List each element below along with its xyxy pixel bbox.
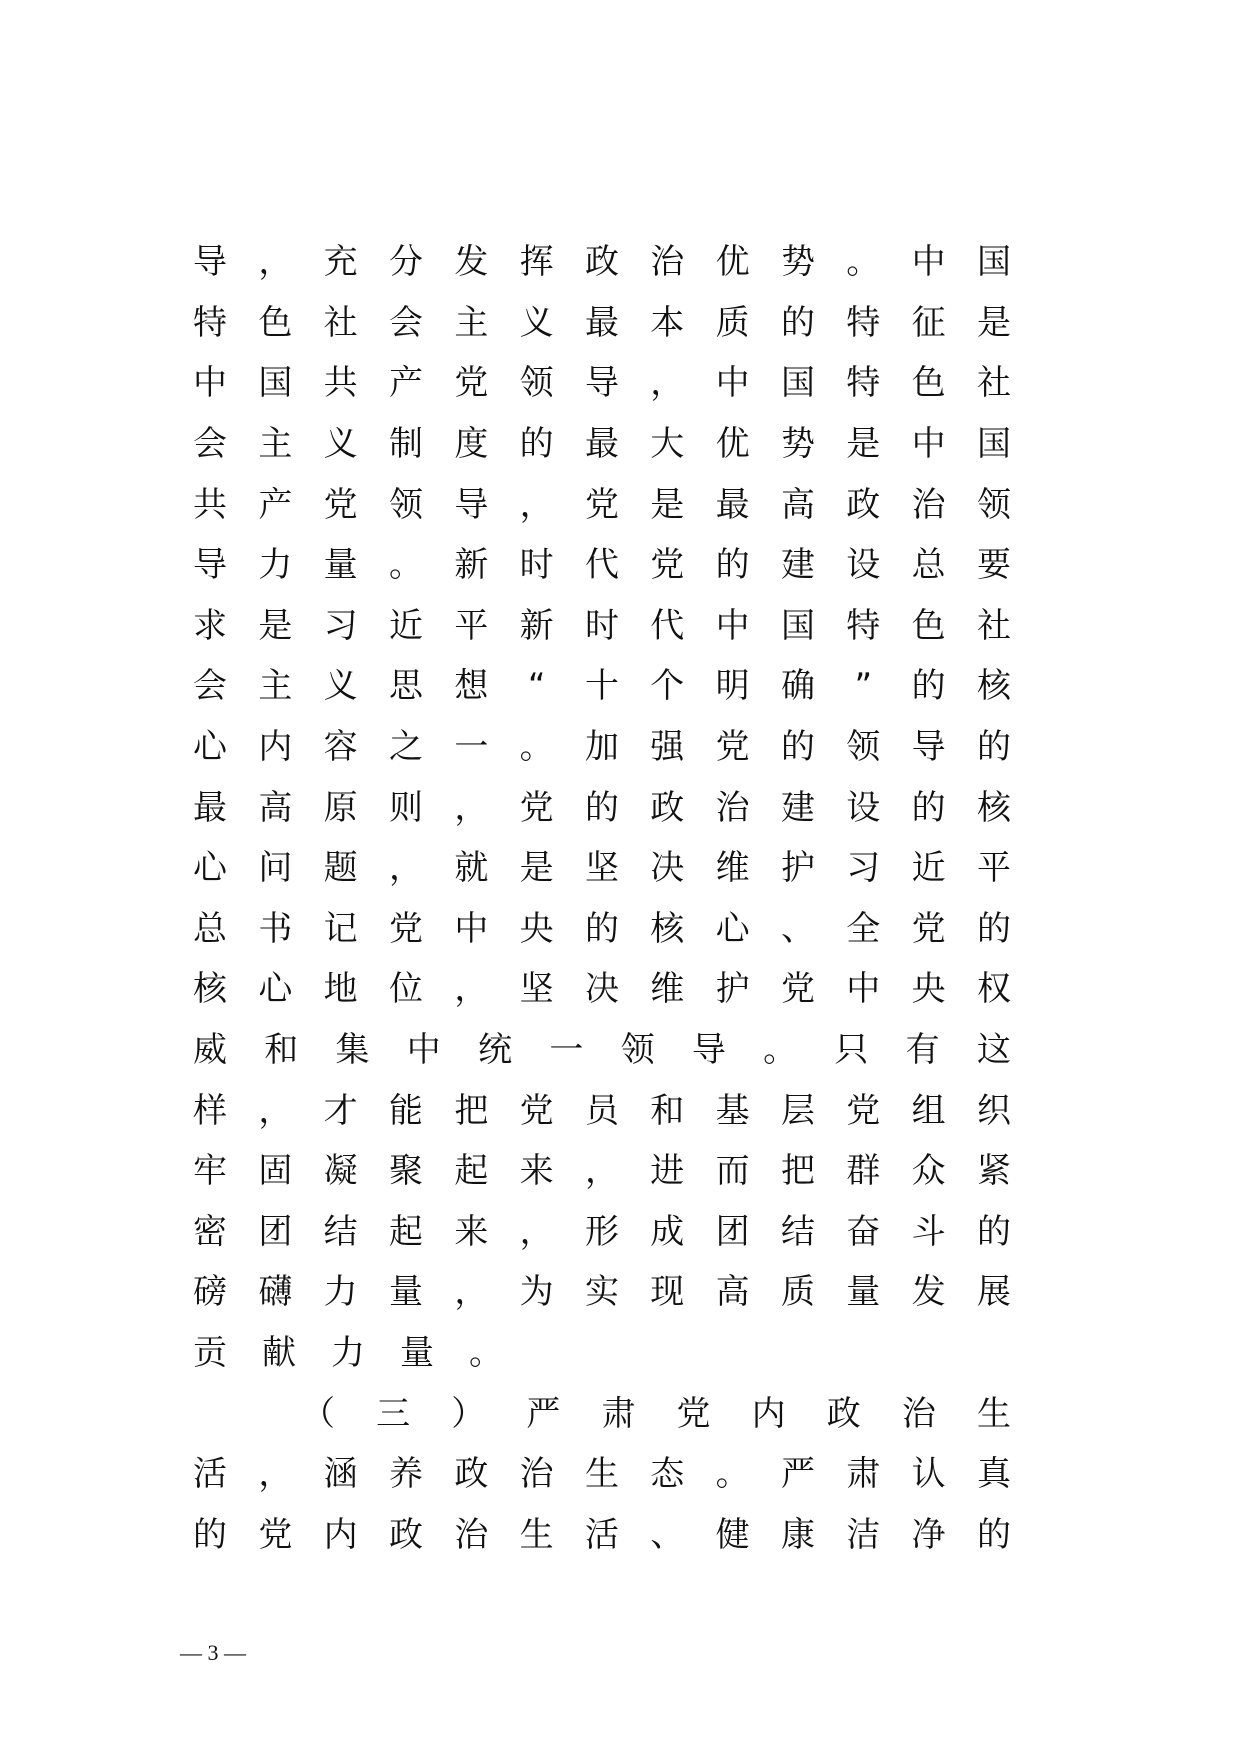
glyph: 固 <box>258 1151 293 1192</box>
glyph: 习 <box>323 605 358 646</box>
glyph: 特 <box>193 302 227 343</box>
glyph: 来 <box>519 1151 554 1192</box>
glyph: 生 <box>519 1514 554 1555</box>
glyph: 发 <box>454 242 489 283</box>
glyph: 会 <box>193 666 227 707</box>
glyph: 党 <box>846 1090 881 1131</box>
glyph: 权 <box>976 969 1011 1010</box>
glyph: 、 <box>780 908 815 949</box>
glyph: 近 <box>388 605 423 646</box>
glyph: 党 <box>911 908 946 949</box>
glyph: 。 <box>388 545 423 586</box>
glyph: 的 <box>911 787 946 828</box>
glyph: 才 <box>323 1090 358 1131</box>
glyph: 导 <box>454 484 489 525</box>
text-line <box>192 474 1012 535</box>
glyph: 领 <box>846 727 881 768</box>
glyph: 涵 <box>323 1454 358 1495</box>
glyph: ， <box>258 1090 293 1131</box>
glyph: 党 <box>454 363 489 404</box>
glyph: 导 <box>911 727 946 768</box>
glyph: 强 <box>650 727 685 768</box>
glyph: 治 <box>715 787 750 828</box>
glyph: 把 <box>454 1090 489 1131</box>
glyph: 质 <box>780 1272 815 1313</box>
glyph: ” <box>854 666 873 707</box>
glyph: 内 <box>258 727 293 768</box>
glyph: 员 <box>584 1090 619 1131</box>
text-line <box>192 293 1012 354</box>
glyph: 态 <box>650 1454 685 1495</box>
glyph: 近 <box>911 848 946 889</box>
glyph: 治 <box>519 1454 554 1495</box>
glyph: 最 <box>584 424 619 465</box>
glyph: 共 <box>193 484 227 525</box>
glyph: 肃 <box>601 1393 636 1434</box>
text-line <box>192 1262 1012 1323</box>
glyph: 导 <box>193 545 227 586</box>
glyph: 中 <box>454 908 489 949</box>
glyph: 活 <box>584 1514 619 1555</box>
glyph: 政 <box>454 1454 489 1495</box>
glyph: 治 <box>901 1393 936 1434</box>
glyph: 紧 <box>976 1151 1011 1192</box>
glyph: 贡 <box>193 1332 227 1373</box>
text-line <box>192 838 1012 899</box>
glyph: 护 <box>715 969 750 1010</box>
glyph: 量 <box>323 545 358 586</box>
glyph: 核 <box>976 666 1011 707</box>
text-line <box>192 656 1012 717</box>
glyph: 现 <box>650 1272 685 1313</box>
text-line <box>192 414 1012 475</box>
glyph: 奋 <box>846 1211 881 1252</box>
glyph: 平 <box>454 605 489 646</box>
glyph: 一 <box>549 1030 584 1071</box>
glyph: 求 <box>193 605 227 646</box>
text-line <box>192 1020 1012 1081</box>
glyph: 国 <box>976 242 1011 283</box>
glyph: 导 <box>584 363 619 404</box>
glyph: 的 <box>780 302 815 343</box>
glyph: 把 <box>780 1151 815 1192</box>
glyph: 党 <box>584 484 619 525</box>
glyph: 中 <box>193 363 227 404</box>
glyph: 的 <box>584 908 619 949</box>
glyph: 特 <box>846 363 881 404</box>
glyph: 聚 <box>388 1151 423 1192</box>
glyph: 优 <box>715 424 750 465</box>
glyph: 领 <box>388 484 423 525</box>
glyph: 会 <box>388 302 423 343</box>
glyph: 密 <box>193 1211 227 1252</box>
glyph: 书 <box>258 908 293 949</box>
glyph: 国 <box>976 424 1011 465</box>
glyph: “ <box>527 666 546 707</box>
glyph: 众 <box>911 1151 946 1192</box>
glyph: 基 <box>715 1090 750 1131</box>
glyph: 明 <box>715 666 750 707</box>
glyph: 养 <box>388 1454 423 1495</box>
glyph: 。 <box>846 242 881 283</box>
glyph: 结 <box>323 1211 358 1252</box>
glyph: 组 <box>911 1090 946 1131</box>
glyph: 是 <box>258 605 293 646</box>
glyph: 共 <box>323 363 358 404</box>
glyph: 时 <box>519 545 554 586</box>
glyph: 代 <box>584 545 619 586</box>
glyph: 色 <box>911 605 946 646</box>
glyph: 高 <box>715 1272 750 1313</box>
glyph: 是 <box>976 302 1011 343</box>
glyph: 斗 <box>911 1211 946 1252</box>
glyph: 力 <box>323 1272 358 1313</box>
glyph: 净 <box>911 1514 946 1555</box>
glyph: 是 <box>650 484 685 525</box>
glyph: 的 <box>780 727 815 768</box>
glyph: 团 <box>715 1211 750 1252</box>
glyph: 治 <box>911 484 946 525</box>
glyph: 央 <box>911 969 946 1010</box>
glyph: 要 <box>976 545 1011 586</box>
glyph: 中 <box>715 605 750 646</box>
glyph: ， <box>388 848 423 889</box>
glyph: 建 <box>780 787 815 828</box>
glyph: 党 <box>388 908 423 949</box>
glyph: 党 <box>519 787 554 828</box>
glyph: 央 <box>519 908 554 949</box>
glyph: 护 <box>780 848 815 889</box>
glyph: 有 <box>905 1030 940 1071</box>
glyph: 团 <box>258 1211 293 1252</box>
glyph: 记 <box>323 908 358 949</box>
glyph: ） <box>451 1393 486 1434</box>
glyph: 力 <box>258 545 293 586</box>
text-line <box>192 1444 1012 1505</box>
glyph: 义 <box>519 302 554 343</box>
glyph: 这 <box>976 1030 1011 1071</box>
glyph: 洁 <box>846 1514 881 1555</box>
glyph: 严 <box>780 1454 815 1495</box>
glyph: 活 <box>193 1454 227 1495</box>
section-heading-line <box>192 1383 1012 1444</box>
glyph: 新 <box>519 605 554 646</box>
glyph: 国 <box>780 605 815 646</box>
glyph: 量 <box>400 1332 434 1373</box>
glyph: 势 <box>780 242 815 283</box>
glyph: 政 <box>846 484 881 525</box>
glyph: 产 <box>258 484 293 525</box>
glyph: 来 <box>454 1211 489 1252</box>
glyph: 生 <box>976 1393 1011 1434</box>
glyph: 党 <box>323 484 358 525</box>
glyph: 社 <box>976 363 1011 404</box>
glyph: 习 <box>846 848 881 889</box>
glyph: 中 <box>406 1030 441 1071</box>
glyph: 。 <box>519 727 554 768</box>
glyph: 个 <box>650 666 685 707</box>
glyph: 维 <box>650 969 685 1010</box>
glyph: 十 <box>584 666 619 707</box>
glyph: 。 <box>469 1332 503 1373</box>
glyph: 中 <box>911 424 946 465</box>
glyph: 政 <box>650 787 685 828</box>
glyph: 中 <box>715 363 750 404</box>
text-line <box>192 1141 1012 1202</box>
glyph: 核 <box>650 908 685 949</box>
glyph: 党 <box>519 1090 554 1131</box>
glyph: 的 <box>976 1211 1011 1252</box>
glyph: 集 <box>335 1030 370 1071</box>
glyph: 想 <box>454 666 489 707</box>
glyph: 凝 <box>323 1151 358 1192</box>
glyph: 的 <box>976 908 1011 949</box>
glyph: ， <box>454 1272 489 1313</box>
text-line <box>192 596 1012 657</box>
glyph: ， <box>519 484 554 525</box>
glyph: 导 <box>691 1030 726 1071</box>
glyph: 原 <box>323 787 358 828</box>
glyph: 主 <box>454 302 489 343</box>
glyph: 政 <box>584 242 619 283</box>
glyph: 发 <box>911 1272 946 1313</box>
glyph: 群 <box>846 1151 881 1192</box>
glyph: ， <box>258 1454 293 1495</box>
glyph: 社 <box>976 605 1011 646</box>
glyph: 势 <box>780 424 815 465</box>
text-line <box>192 777 1012 838</box>
glyph: 征 <box>911 302 946 343</box>
glyph: 政 <box>388 1514 423 1555</box>
glyph: 建 <box>780 545 815 586</box>
glyph: ， <box>650 363 685 404</box>
glyph: 色 <box>911 363 946 404</box>
glyph: 导 <box>193 242 227 283</box>
glyph: 治 <box>454 1514 489 1555</box>
glyph: 新 <box>454 545 489 586</box>
glyph: 而 <box>715 1151 750 1192</box>
glyph: 质 <box>715 302 750 343</box>
glyph: 进 <box>650 1151 685 1192</box>
glyph: 起 <box>388 1211 423 1252</box>
glyph: 内 <box>751 1393 786 1434</box>
glyph: 全 <box>846 908 881 949</box>
glyph: 能 <box>388 1090 423 1131</box>
glyph: 真 <box>976 1454 1011 1495</box>
glyph: 就 <box>454 848 489 889</box>
glyph: ， <box>454 787 489 828</box>
glyph: 展 <box>976 1272 1011 1313</box>
glyph: 党 <box>715 727 750 768</box>
glyph: 主 <box>258 424 293 465</box>
text-line <box>192 717 1012 778</box>
glyph: 结 <box>780 1211 815 1252</box>
glyph: 严 <box>526 1393 561 1434</box>
glyph: 坚 <box>519 969 554 1010</box>
glyph: 义 <box>323 666 358 707</box>
glyph: ， <box>519 1211 554 1252</box>
text-line <box>192 1202 1012 1263</box>
glyph: 设 <box>846 545 881 586</box>
glyph: 充 <box>323 242 358 283</box>
glyph: 的 <box>911 666 946 707</box>
glyph: 牢 <box>193 1151 227 1192</box>
text-line <box>192 232 1012 293</box>
glyph: 时 <box>584 605 619 646</box>
glyph: 一 <box>454 727 489 768</box>
glyph: 的 <box>715 545 750 586</box>
glyph: 健 <box>715 1514 750 1555</box>
glyph: 生 <box>584 1454 619 1495</box>
text-line <box>192 959 1012 1020</box>
glyph: 织 <box>976 1090 1011 1131</box>
glyph: 坚 <box>584 848 619 889</box>
glyph: 总 <box>193 908 227 949</box>
glyph: 思 <box>388 666 423 707</box>
glyph: 确 <box>780 666 815 707</box>
text-line <box>192 1504 1012 1565</box>
glyph: 中 <box>911 242 946 283</box>
glyph: 义 <box>323 424 358 465</box>
glyph: 量 <box>388 1272 423 1313</box>
glyph: 为 <box>519 1272 554 1313</box>
glyph: 治 <box>650 242 685 283</box>
glyph: 的 <box>519 424 554 465</box>
glyph: 只 <box>834 1030 869 1071</box>
text-line <box>192 535 1012 596</box>
body-text <box>192 232 1012 1565</box>
glyph: 大 <box>650 424 685 465</box>
glyph: 高 <box>780 484 815 525</box>
glyph: 统 <box>478 1030 513 1071</box>
glyph: 心 <box>715 908 750 949</box>
glyph: 的 <box>193 1514 227 1555</box>
glyph: 的 <box>976 1514 1011 1555</box>
glyph: 题 <box>323 848 358 889</box>
glyph: 色 <box>258 302 293 343</box>
glyph: 特 <box>846 302 881 343</box>
glyph: 领 <box>976 484 1011 525</box>
glyph: 产 <box>388 363 423 404</box>
glyph: 成 <box>650 1211 685 1252</box>
glyph: 平 <box>976 848 1011 889</box>
glyph: 则 <box>388 787 423 828</box>
glyph: 三 <box>376 1393 411 1434</box>
glyph: （ <box>301 1393 335 1434</box>
page-number: — 3 — <box>180 1640 246 1665</box>
text-line <box>192 1323 1012 1384</box>
glyph: 之 <box>388 727 423 768</box>
glyph: 的 <box>976 727 1011 768</box>
glyph: 主 <box>258 666 293 707</box>
glyph: 代 <box>650 605 685 646</box>
glyph: 最 <box>193 787 227 828</box>
glyph: 高 <box>258 787 293 828</box>
glyph: 力 <box>331 1332 365 1373</box>
glyph: 政 <box>826 1393 861 1434</box>
glyph: 特 <box>846 605 881 646</box>
glyph: 党 <box>676 1393 711 1434</box>
glyph: 问 <box>258 848 293 889</box>
glyph: 是 <box>846 424 881 465</box>
glyph: 最 <box>715 484 750 525</box>
glyph: 、 <box>650 1514 685 1555</box>
glyph: 度 <box>454 424 489 465</box>
glyph: 维 <box>715 848 750 889</box>
glyph: 决 <box>650 848 685 889</box>
glyph: 国 <box>258 363 293 404</box>
glyph: 威 <box>193 1030 227 1071</box>
glyph: 层 <box>780 1090 815 1131</box>
glyph: 党 <box>780 969 815 1010</box>
glyph: 心 <box>193 727 227 768</box>
glyph: 。 <box>715 1454 750 1495</box>
text-line <box>192 1080 1012 1141</box>
glyph: 优 <box>715 242 750 283</box>
glyph: 挥 <box>519 242 554 283</box>
glyph: 本 <box>650 302 685 343</box>
glyph: 形 <box>584 1211 619 1252</box>
glyph: 会 <box>193 424 227 465</box>
glyph: 内 <box>323 1514 358 1555</box>
glyph: 心 <box>258 969 293 1010</box>
glyph: 制 <box>388 424 423 465</box>
glyph: 和 <box>264 1030 299 1071</box>
glyph: 核 <box>976 787 1011 828</box>
glyph: 设 <box>846 787 881 828</box>
glyph: 核 <box>193 969 227 1010</box>
glyph: 中 <box>846 969 881 1010</box>
glyph: ， <box>454 969 489 1010</box>
glyph: 实 <box>584 1272 619 1313</box>
glyph: 。 <box>763 1030 798 1071</box>
glyph: 最 <box>584 302 619 343</box>
text-line <box>192 899 1012 960</box>
glyph: 领 <box>620 1030 655 1071</box>
glyph: 献 <box>262 1332 296 1373</box>
glyph: 分 <box>388 242 423 283</box>
glyph: 位 <box>388 969 423 1010</box>
glyph: ， <box>584 1151 619 1192</box>
glyph: 心 <box>193 848 227 889</box>
glyph: 量 <box>846 1272 881 1313</box>
glyph: 起 <box>454 1151 489 1192</box>
glyph: 样 <box>193 1090 227 1131</box>
glyph: 地 <box>323 969 358 1010</box>
glyph: 容 <box>323 727 358 768</box>
glyph: 社 <box>323 302 358 343</box>
glyph: 礴 <box>258 1272 293 1313</box>
glyph: 总 <box>911 545 946 586</box>
glyph: 是 <box>519 848 554 889</box>
glyph: 决 <box>584 969 619 1010</box>
glyph: 国 <box>780 363 815 404</box>
glyph: ， <box>258 242 293 283</box>
glyph: 和 <box>650 1090 685 1131</box>
glyph: 肃 <box>846 1454 881 1495</box>
glyph: 加 <box>584 727 619 768</box>
glyph: 的 <box>584 787 619 828</box>
glyph: 党 <box>650 545 685 586</box>
glyph: 磅 <box>193 1272 227 1313</box>
text-line <box>192 353 1012 414</box>
glyph: 党 <box>258 1514 293 1555</box>
glyph: 领 <box>519 363 554 404</box>
glyph: 康 <box>780 1514 815 1555</box>
glyph: 认 <box>911 1454 946 1495</box>
